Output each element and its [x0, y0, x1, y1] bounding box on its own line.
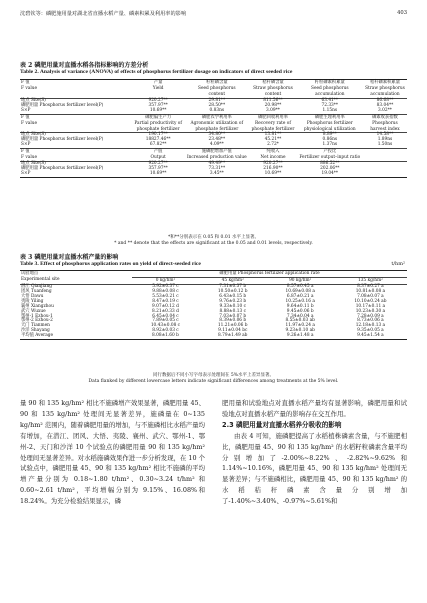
table2-cell: 13.81**	[264, 132, 282, 138]
table2-header-cell: Straw phosphorus	[365, 85, 405, 91]
table2-cell: 216.90**	[263, 166, 283, 172]
table3-cell: 9.11±0.04 bc	[218, 328, 248, 334]
table2-header-cell: phosphate fertilizer	[136, 126, 180, 132]
table3-cell: 10.10±0.24 ab	[354, 298, 387, 304]
table3-cell: 8.57±0.45 a	[286, 283, 314, 289]
table3-caption-cn: 表 3 磷肥用量对直播水稻产量的影响	[20, 254, 119, 261]
table2-header-cell: phosphate fertilizer	[195, 126, 239, 132]
table2-anova	[20, 79, 407, 178]
table2-header-cell: 产值	[153, 149, 163, 155]
table2-cell: 1.50ns	[377, 142, 393, 148]
table3-cell: 10.23±0.30 a	[355, 308, 386, 314]
table3-cell: 9.45±0.06 b	[286, 308, 314, 314]
running-header	[20, 10, 407, 20]
table2-header-cell: accumulation	[315, 91, 345, 97]
table2-header-cell: harvest index	[370, 126, 400, 132]
table3-yield	[20, 270, 407, 340]
table2-cell: 63.41**	[321, 97, 339, 103]
table2-cell: S×P	[21, 171, 31, 176]
table2-cell: 357.97**	[148, 166, 168, 172]
table2-cell: 1.15ns	[322, 107, 338, 113]
table3-cell: 9.23±0.10 ab	[285, 328, 315, 334]
table2-cell: 20.98**	[264, 102, 282, 108]
table2-cell: 83.04**	[376, 102, 394, 108]
table3-group-header: 磷肥用量 Phosphorus fertilizer application rate	[219, 271, 320, 276]
table2-cell: 1.37ns	[322, 142, 338, 148]
table2-cell: 28.50**	[208, 102, 226, 108]
table3-cell: 8.79±1.49 ab	[218, 333, 248, 339]
table2-header-cell: content	[208, 91, 226, 97]
body-right-column	[222, 398, 407, 507]
table2-header-cell: F 值	[21, 80, 30, 85]
table2-note-cn: *和**分别表示在 0.05 和 0.01 水平上显著。	[167, 235, 259, 240]
table2-cell: 8.89**	[322, 132, 337, 138]
table3-cell: 9.45±1.54 a	[357, 333, 384, 339]
table3-cell: 9.88±0.08 c	[152, 288, 179, 294]
table2-header-cell: 磷素收获指数	[372, 114, 398, 120]
table2-cell: 67.82**	[149, 142, 167, 148]
table3-site-header-cn: 试验地点	[21, 271, 39, 276]
table2-cell: 1.89ns	[377, 137, 393, 143]
table2-cell: 72.33**	[321, 102, 339, 108]
table2-cell: 45.21**	[264, 137, 282, 143]
table3-cell: 8.39±0.06 b	[219, 318, 247, 324]
table3-cell: 7.03±0.07 b	[219, 313, 247, 319]
table3-cell: 8.92±0.03 c	[152, 328, 179, 334]
table3-cell: 平均值 Average	[21, 333, 54, 339]
table2-cell: 0.86ns	[322, 137, 338, 143]
body-left-column	[20, 398, 205, 507]
table3-rate-header: 45 kg/hm²	[199, 277, 267, 284]
table3-cell: 9.07±0.12 d	[152, 303, 179, 309]
table3-cell: 8.88±0.13 c	[219, 308, 246, 314]
table2-header-cell: F value	[21, 120, 38, 126]
table3-note-en: Data flanked by different lowercase letters indicate significant differences among treatments at the 5% level.	[88, 379, 339, 384]
table2-cell: 10.69**	[149, 171, 167, 176]
table3-cell: 10.25±0.16 a	[285, 298, 315, 304]
table2-cell: 202.06**	[320, 166, 340, 172]
table2-header-cell: 磷肥偏生产力	[145, 114, 172, 120]
table2-header-cell: 产量	[153, 80, 163, 85]
table2-header-cell: Yield	[152, 85, 164, 91]
table2-header-cell: Increased production value	[186, 155, 247, 161]
table2-header-cell: 秸秆磷含量	[262, 80, 284, 85]
table3-cell: 5.92±0.37 c	[152, 283, 179, 289]
table3-cell: 8.47±0.19 c	[152, 298, 179, 304]
table3-cell: 天门 Tianmen	[21, 323, 50, 329]
table2-cell: 49.49**	[208, 161, 226, 167]
table3-cell: 7.31±0.37 b	[219, 283, 247, 289]
page-number: 403	[397, 10, 407, 16]
table3-cell: 沙洋 Shayang	[21, 328, 50, 334]
table3-cell: 10.81±0.08 a	[355, 288, 386, 294]
body-right-paragraph-1: 肥用量和试验地点对直播水稻产量均有显著影响，磷肥用量和试验地点对直播水稻产量的影响存在交互作用。	[222, 399, 407, 418]
table2-cell: S×P	[21, 107, 31, 113]
table2-cell: 29.81**	[208, 97, 226, 103]
table3-cell: 10.43±0.08 c	[150, 323, 181, 329]
table2-cell: 357.97**	[148, 102, 168, 108]
table3-cell: 团风 Tuanfeng	[21, 288, 52, 294]
table2-header-cell: F value	[21, 85, 38, 91]
table2-cell: 磷肥用量 Phosphorus fertilizer level(P)	[21, 137, 104, 143]
table2-header-cell: F value	[21, 155, 38, 161]
table2-cell: 920.27**	[148, 161, 168, 167]
table2-cell: 地点 Site(S)	[21, 97, 46, 103]
table3-cell: 鄂州-1 Ezhou-1	[21, 313, 53, 319]
table2-cell: 3.45**	[209, 171, 224, 176]
table2-cell: 10.69**	[149, 107, 167, 113]
table2-header-cell: 纯收入	[266, 149, 280, 155]
table3-cell: 大悟 Dawu	[21, 293, 44, 299]
table2-cell: 4.09**	[209, 142, 224, 148]
table2-cell: 19.04**	[321, 171, 339, 176]
table3-row	[20, 334, 407, 339]
table3-cell: 5.53±0.21 c	[152, 293, 179, 299]
table2-header-cell: Phosphorus	[372, 120, 398, 126]
table3-cell: 8.55±0.03 ab	[285, 318, 315, 324]
table2-cell: 3.09**	[266, 107, 280, 113]
table2-cell: 23.48**	[208, 137, 226, 143]
table3-cell: 7.34±0.04 a	[286, 313, 314, 319]
table2-header-cell: 磷肥生理利用率	[314, 114, 345, 120]
table2-header-cell: Phosphorus fertilizer	[306, 120, 353, 126]
table2-header-cell: 施磷肥增加产值	[201, 149, 232, 155]
table3-rate-header: 0 kg/hm²	[132, 277, 199, 284]
table3-rate-header: 90 kg/hm²	[267, 277, 334, 284]
table2-header-cell: 磷肥农学利用率	[201, 114, 232, 120]
table3-cell: 夷陵 Yiling	[21, 298, 44, 304]
table2-cell: 地点 Site(S)	[21, 132, 46, 138]
table2-header-cell: 磷肥回收利用率	[257, 114, 289, 120]
table3-cell: 10.17±0.11 a	[355, 303, 386, 309]
table2-header-cell: F 值	[21, 114, 30, 120]
table2-header-cell: 产投比	[323, 149, 337, 155]
table2-header-cell: Output	[150, 155, 166, 161]
table3-cell: 6.45±0.04 c	[152, 313, 179, 319]
table3-cell: 8.73±0.06 a	[357, 318, 384, 324]
table2-cell: 190.17**	[148, 132, 168, 138]
table2-cell: 18827.46**	[145, 137, 171, 143]
table3-cell: 潜江 Qianjiang	[21, 283, 52, 289]
table3-unit: t/hm²	[391, 261, 405, 267]
table2-cell: 2.72*	[267, 142, 279, 148]
table2-cell: 886.52**	[320, 161, 340, 167]
table2-cell: 34.80**	[208, 132, 226, 138]
table3-cell: 6.43±0.15 b	[219, 293, 247, 299]
table3-cell: 11.21±0.06 b	[217, 323, 248, 329]
table3-cell: 7.89±0.05 c	[152, 318, 179, 324]
table2-cell: 磷肥用量 Phosphorus fertilizer level(P)	[21, 102, 104, 108]
table2-header-cell: Recovery rate of	[254, 120, 291, 126]
body-left-paragraph: 量 90 和 135 kg/hm² 相比不施磷增产效果显著，磷肥用量 45、90 和 135 kg/hm² 处理间无显著差异，施磷量在 0~135 kg/hm² 范围内，随着磷肥用量的增加，与不施磷相比水稻产量均有增加，在潜江、团风、大悟、夷陵、襄州、武穴、鄂州-1、鄂州-2、天门和沙洋 10 个试验点的磷肥用量 90 和 135 kg/hm² 处理间无显著差异。对水稻施磷效果作进一步分析发现，在 10 个试验点中，磷肥用量 45、90 和 135 kg/hm² 相比不施磷的平均增产量分别为 0.18~1.80 t/hm²、0.30~3.24 t/hm² 和 0.60~2.61 t/hm²，平均增幅分别为 9.15%、16.08%和 18.24%。为充分检验结果显示，磷	[20, 399, 205, 506]
table2-cell: 地点 Site(S)	[21, 161, 46, 167]
table2-header-cell: Net income	[260, 155, 286, 161]
table2-cell: 14.58**	[376, 132, 394, 138]
table3-cell: 10.50±0.12 b	[217, 288, 248, 294]
table2-header-cell: content	[264, 91, 282, 97]
table3-cell: 8.08±1.60 b	[152, 333, 179, 339]
table2-header-cell: Seed phosphorus	[198, 85, 236, 91]
table3-cell: 12.18±0.13 a	[355, 323, 386, 329]
table3-cell: 9.35±0.05 a	[357, 328, 384, 334]
table2-cell: 73.31**	[208, 166, 226, 172]
table3-cell: 襄州 Xiangzhou	[21, 303, 54, 309]
table2-header-cell: Seed phosphorus	[311, 85, 349, 91]
table3-cell: 10.69±0.08 a	[285, 288, 315, 294]
table2-cell: S×P	[21, 142, 31, 148]
table2-header-cell: accumulation	[370, 91, 400, 97]
table3-header-row	[20, 271, 407, 278]
table2-header-cell: Fertilizer output–input ratio	[299, 155, 361, 161]
section-2-3-title: 2.3 磷肥用量对直播水稻养分吸收的影响	[222, 420, 342, 429]
table3-cell: 9.26±1.48 a	[286, 333, 314, 339]
table2-header-cell: 籽粒磷含量	[206, 80, 228, 85]
table3-cell: 8.37±0.27 a	[357, 283, 384, 289]
table2-cell: 10.69**	[264, 171, 282, 176]
table3-note-cn: 同行数据后不同小写字母表示处理间在 5%水平上差异显著。	[152, 373, 275, 378]
table2-header-cell: Partial productivity of	[134, 120, 182, 126]
table2-row	[20, 172, 407, 177]
table2-header-cell: 秸秆磷素积累量	[369, 80, 401, 85]
table2-cell: 920.27**	[148, 97, 168, 103]
table2-header-cell: Agronomic utilization of	[190, 120, 244, 126]
table2-cell	[363, 172, 407, 177]
table2-cell: 811.56**	[263, 97, 283, 103]
body-right-paragraph-2: 由表 4 可知，施磷肥提高了水稻植株磷素含量，与不施肥相比，磷肥用量 45、90 和 135 kg/hm² 的水稻籽粒磷素含量平均分别增加了-2.00%~8.22%、-2.82%~9.62%和 1.14%~10.16%，磷肥用量 45、90 和 135 kg/hm² 处理间无显著差异；与不施磷相比，磷肥用量 45、90 和 135 kg/hm² 的水稻秸秆磷素含量分别增加了-1.40%~3.40%、-0.97%~5.61%和	[222, 431, 407, 506]
table2-header-cell: 籽粒磷素积累量	[314, 80, 345, 85]
table3-cell: 鄂州-2 Ezhou-2	[21, 318, 53, 324]
running-header-title: 沈碧钦等：磷肥施用量对湖北省直播水稻产量、磷素积累及利用率的影响	[20, 11, 187, 17]
table2-header-cell: Straw phosphorus	[253, 85, 293, 91]
table3-caption-en: Table 3. Effect of phosphorus application rates on yield of direct-seeded rice	[20, 261, 201, 267]
table3-rate-header: 135 kg/hm²	[334, 277, 407, 284]
table2-note-en: * and ** denote that the effects are significant at the 0.05 and 0.01 levels, respectively.	[114, 241, 313, 246]
table2-caption-cn: 表 2 磷肥用量对直播水稻各指标影响的方差分析	[20, 62, 149, 69]
table3-cell: 7.28±0.09 a	[357, 313, 384, 319]
table3-cell: 8.21±0.33 d	[152, 308, 179, 314]
table3-header-row	[20, 277, 407, 284]
table3-cell: 9.33±0.10 c	[219, 303, 246, 309]
table2-cell: 磷肥用量 Phosphorus fertilizer level(P)	[21, 166, 104, 172]
table3-cell: 9.76±0.23 b	[219, 298, 247, 304]
table3-cell: 7.08±0.07 a	[357, 293, 384, 299]
table2-cell: 0.83ns	[209, 107, 225, 113]
table2-cell: 920.27**	[263, 161, 283, 167]
table3-cell: 11.97±0.24 a	[285, 323, 315, 329]
table3-cell: 武穴 Wuxue	[21, 308, 46, 314]
table2-caption-en: Table 2. Analysis of variance (ANOVA) of effects of phosphorus fertilizer dosage on indicators of direct seeded rice	[20, 69, 293, 75]
table2-header-cell: physiological utilization	[303, 126, 356, 132]
table2-header-cell: phosphate fertilizer	[251, 126, 295, 132]
table2-cell: 86.68**	[376, 97, 394, 103]
table2-header-cell: F 值	[21, 149, 30, 155]
table3-cell: 9.64±0.11 b	[286, 303, 314, 309]
table2-cell: 3.02**	[378, 107, 392, 113]
table3-site-header-en: Experimental site	[21, 277, 60, 283]
table3-cell: 6.87±0.21 a	[286, 293, 314, 299]
